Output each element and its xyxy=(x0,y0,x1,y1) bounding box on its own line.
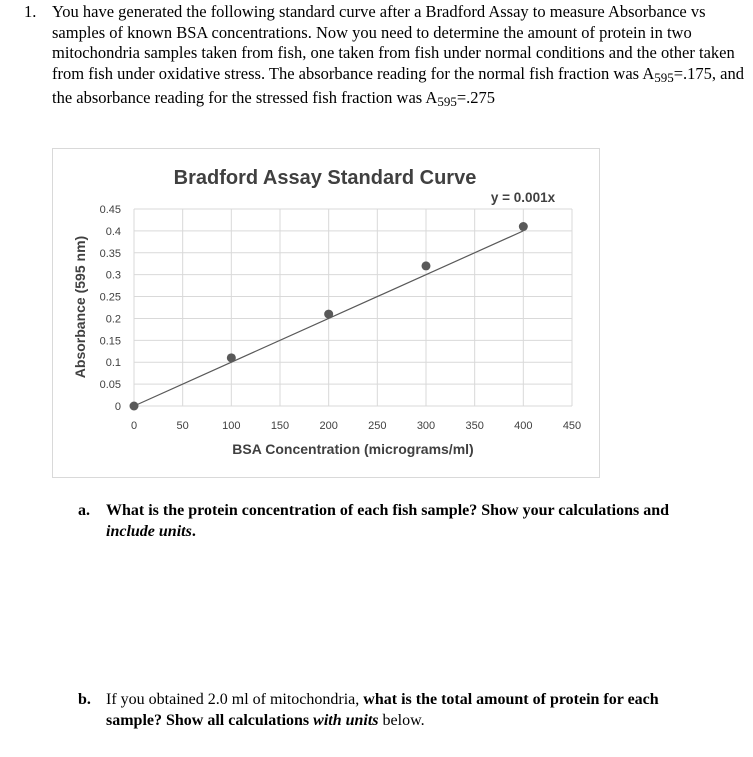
y-tick-label: 0.1 xyxy=(105,357,121,370)
data-point xyxy=(519,222,528,231)
absorbance-symbol-normal: A xyxy=(642,63,655,83)
x-tick-label: 200 xyxy=(319,420,338,432)
part-b-label: b. xyxy=(78,691,91,708)
trendline-equation: y = 0.001x xyxy=(490,190,556,205)
part-b-text xyxy=(106,689,698,731)
part-b-text-2: what is the total amount of protein for each sample? Show all calculations xyxy=(106,691,659,729)
x-tick-label: 150 xyxy=(270,420,290,432)
data-point xyxy=(227,353,236,362)
part-b-text-1: If you obtained 2.0 ml of mitochondria, xyxy=(106,691,364,708)
data-point xyxy=(130,402,139,411)
y-tick-label: 0.45 xyxy=(99,204,121,216)
x-tick-label: 50 xyxy=(176,420,189,432)
question-1 xyxy=(24,2,744,113)
question-part-b xyxy=(78,689,698,731)
part-a-text xyxy=(106,500,698,542)
x-tick-label: 100 xyxy=(222,420,241,432)
x-tick-labels xyxy=(131,420,581,432)
y-tick-label: 0.15 xyxy=(99,335,121,348)
y-tick-label: 0.05 xyxy=(99,379,121,392)
y-tick-label: 0.3 xyxy=(105,269,121,282)
data-point xyxy=(422,261,431,270)
part-a-emphasis: include units xyxy=(106,523,192,540)
question-text xyxy=(52,2,744,113)
data-point xyxy=(324,310,333,319)
chart-title: Bradford Assay Standard Curve xyxy=(173,167,477,189)
part-a-text-1: What is the protein concentration of each fish sample? Show your calculations and xyxy=(106,502,669,519)
wavelength-subscript-stressed: 595 xyxy=(437,94,457,109)
y-tick-label: 0.4 xyxy=(105,225,121,238)
absorbance-value-normal: =.175, and the absorbance reading for the stressed fish fraction was xyxy=(52,63,744,107)
y-tick-label: 0.25 xyxy=(99,291,121,304)
y-tick-label: 0 xyxy=(114,401,121,413)
question-number: 1. xyxy=(24,2,37,21)
x-tick-label: 0 xyxy=(130,420,138,432)
x-tick-label: 250 xyxy=(368,420,387,432)
part-b-emphasis: with units xyxy=(313,712,379,729)
absorbance-symbol-stressed: A xyxy=(425,88,438,107)
y-tick-label: 0.35 xyxy=(99,247,121,260)
x-tick-label: 400 xyxy=(514,420,533,432)
y-axis-label: Absorbance (595 nm) xyxy=(72,235,88,379)
question-text-part-1: You have generated the following standard curve after a Bradford Assay to measure Absorbance vs samples of known BSA concentrations. Now you need to determine the amount of protein in two mitochondria samples taken from fish, one taken from fish under normal conditions and the other taken from fish under oxidative stress. The absorbance reading for the normal fish fraction was xyxy=(52,2,735,83)
wavelength-subscript-normal: 595 xyxy=(654,69,674,85)
x-tick-label: 300 xyxy=(416,420,436,432)
question-part-a xyxy=(78,500,698,542)
part-b-text-3: below. xyxy=(378,712,425,729)
x-axis-label: BSA Concentration (micrograms/ml) xyxy=(232,441,474,457)
chart-svg xyxy=(53,149,599,477)
part-a-label: a. xyxy=(78,502,90,519)
x-tick-label: 350 xyxy=(465,420,484,432)
part-a-text-2: . xyxy=(191,523,196,540)
y-tick-label: 0.2 xyxy=(105,313,121,326)
y-tick-labels xyxy=(100,204,121,413)
standard-curve-chart xyxy=(52,148,600,478)
absorbance-value-stressed: =.275 xyxy=(456,88,496,107)
x-tick-label: 450 xyxy=(562,420,582,432)
